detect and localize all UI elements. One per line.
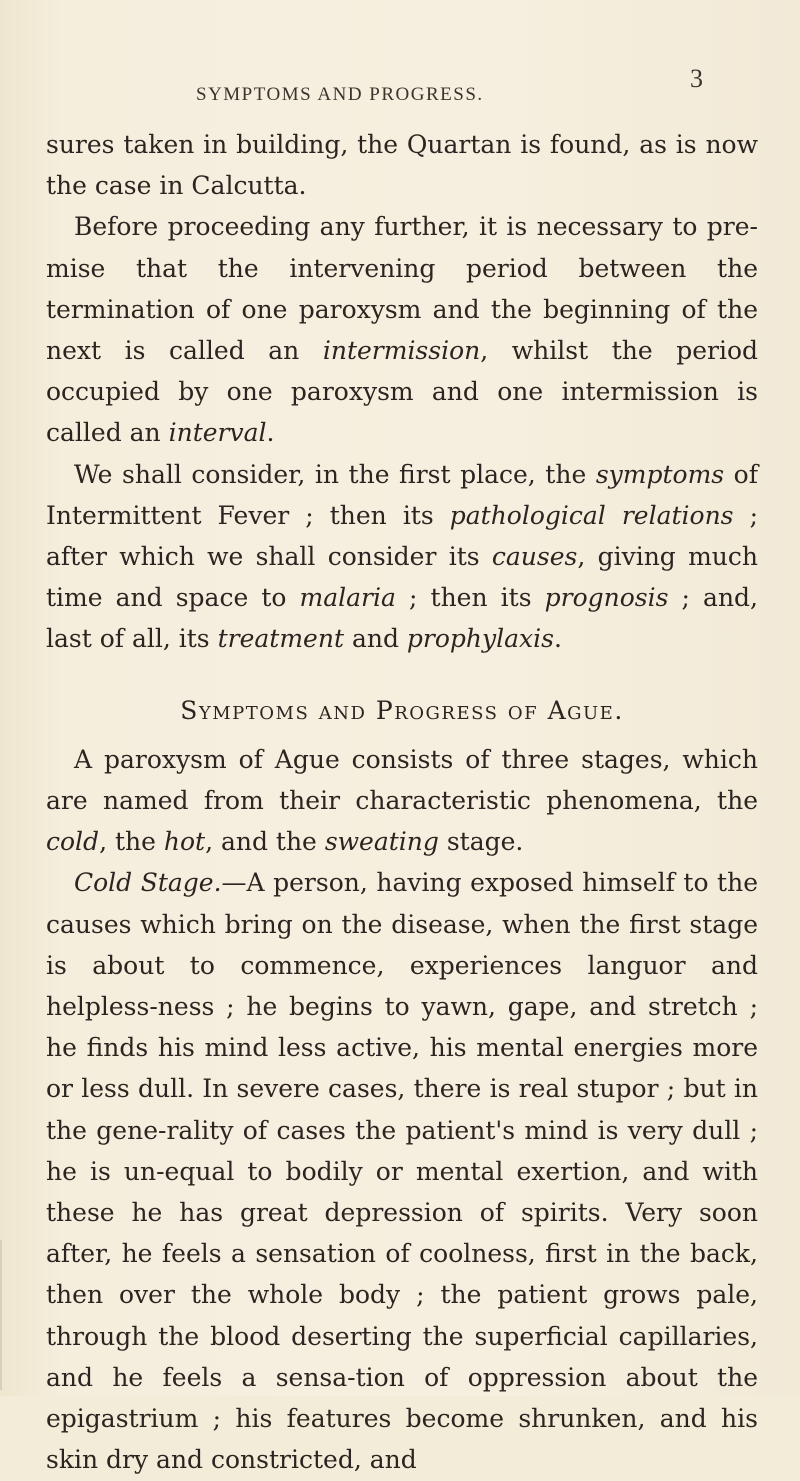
paragraph-definitions	[46, 206, 758, 453]
text-run: , giving much time and space to	[46, 542, 758, 613]
term-causes: causes	[491, 542, 578, 572]
term-interval: interval	[168, 418, 267, 448]
text-run: and	[344, 624, 407, 654]
paragraph-continuation: sures taken in building, the Quartan is found, as is now the case in Calcutta.	[46, 130, 758, 201]
running-title: SYMPTOMS AND PROGRESS.	[196, 84, 484, 105]
term-malaria: malaria	[299, 583, 396, 613]
text-run: We shall consider, in the first place, the	[74, 459, 596, 489]
section-heading: Symptoms and Progress of Ague.	[180, 695, 624, 725]
term-treatment: treatment	[217, 624, 344, 654]
text-run: .	[266, 418, 275, 448]
text-run: ; and, last of all, its	[46, 583, 758, 654]
paragraph-stages	[46, 739, 758, 863]
text-run: , whilst the period occupied by one paroxysm and one intermission is called an	[46, 336, 759, 448]
page-edge-mark	[0, 1240, 2, 1390]
paragraph-cold-stage	[46, 862, 758, 1480]
page-number: 3	[690, 64, 703, 93]
text-run: Before proceeding any further, it is necessary to pre-mise that the intervening period between the termination of one paroxysm and the beginning of the next is called an	[46, 212, 758, 366]
term-symptoms: symptoms	[595, 459, 725, 489]
text-run: , and the	[205, 827, 325, 857]
text-run: of Intermittent Fever ; then its	[46, 459, 758, 530]
term-prognosis: prognosis	[544, 583, 669, 613]
term-prophylaxis: prophylaxis	[406, 624, 554, 654]
text-run: stage.	[438, 827, 524, 857]
term-hot: hot	[163, 827, 206, 857]
term-intermission: intermission	[322, 336, 481, 366]
subheading-cold-stage: Cold Stage.	[74, 868, 222, 898]
body-text	[46, 124, 758, 1481]
text-run: .	[553, 624, 562, 654]
term-cold: cold	[46, 827, 100, 857]
text-run: —A person, having exposed himself to the causes which bring on the disease, when the first stage is about to commence, experiences languor and helpless-ness ; he begins to yawn, gape, and stretch ; he finds his mind less active, his mental energies more or less dull. In severe cases, there is real stupor ; but in the gene-rality of cases the patient's mind is very dull ; he is un-equal to bodily or mental exertion, and with these he has great depression of spirits. Very soon after, he feels a sensation of coolness, first in the back, then over the whole body ; the patient grows pale, through the blood deserting the superficial capillaries, and he feels a sensa-tion of oppression about the epigastrium ; his features become shrunken, and his skin dry and constricted, and	[46, 868, 759, 1475]
text-run: , the	[99, 827, 164, 857]
text-run: A paroxysm of Ague consists of three stages, which are named from their characteristic phenomena, the	[46, 744, 758, 816]
paragraph-plan	[46, 454, 758, 660]
term-pathological-relations: pathological relations	[449, 500, 734, 530]
term-sweating: sweating	[324, 827, 439, 857]
text-run: ; after which we shall consider its	[46, 500, 758, 572]
text-run: ; then its	[395, 583, 545, 613]
